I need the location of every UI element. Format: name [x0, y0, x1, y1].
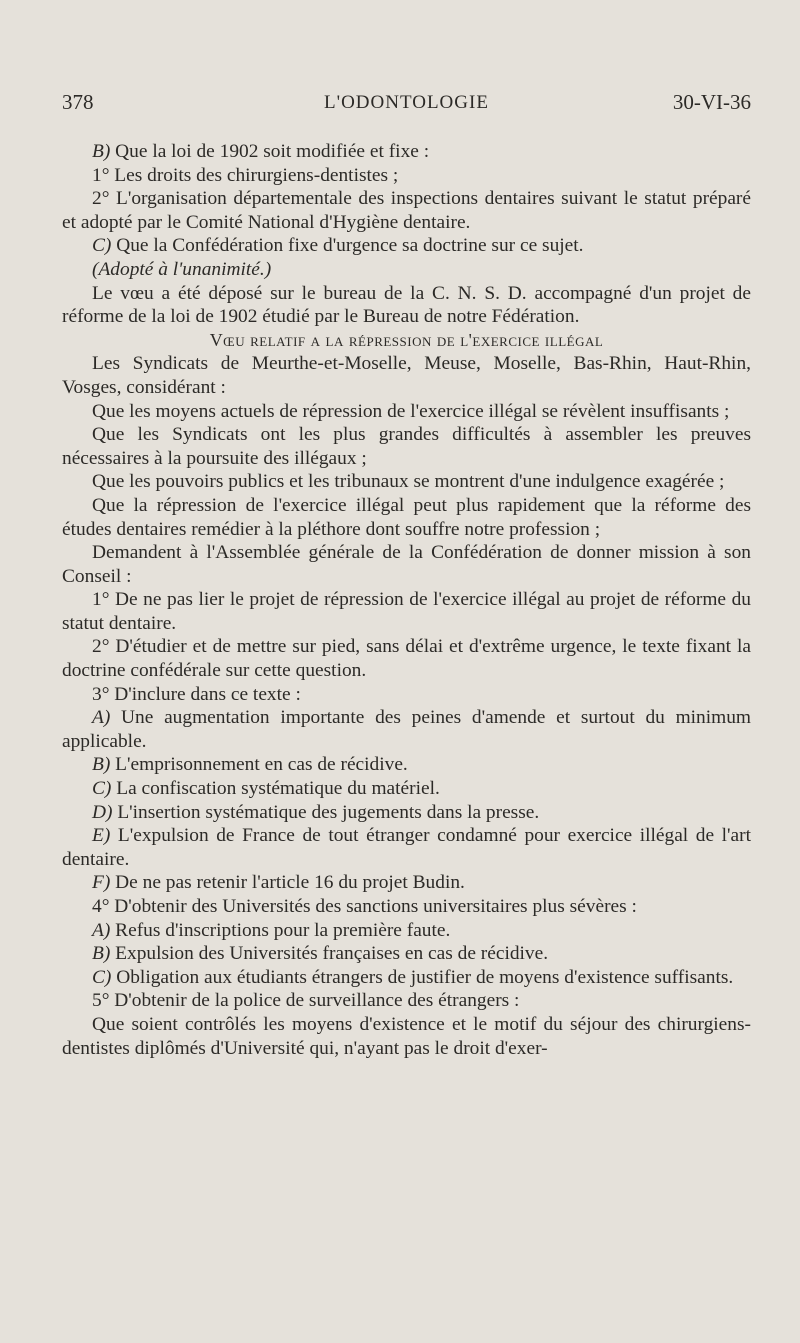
paragraph: Que soient contrôlés les moyens d'existence et le motif du séjour des chirurgiens-dentistes diplômés d'Université qui, n'ayant pas le droit d'exer- [62, 1013, 751, 1059]
running-header [62, 90, 751, 120]
paragraph: C) La confiscation systématique du matériel. [92, 778, 440, 800]
journal-title: L'ODONTOLOGIE [324, 92, 489, 113]
paragraph: A) Refus d'inscriptions pour la première faute. [92, 919, 451, 941]
paragraph: E) L'expulsion de France de tout étranger condamné pour exercice illégal de l'art dentaire. [62, 825, 751, 870]
paragraph: 2° L'organisation départementale des inspections dentaires suivant le statut préparé et adopté par le Comité National d'Hygiène dentaire. [62, 188, 751, 233]
paragraph: A) Une augmentation importante des peines d'amende et surtout du minimum applicable. [62, 707, 751, 752]
paragraph: Que les pouvoirs publics et les tribunaux se montrent d'une indulgence exagérée ; [92, 471, 725, 493]
section-heading: Vœu relatif a la répression de l'exercice illégal [209, 329, 604, 350]
issue-date: 30-VI-36 [672, 90, 751, 114]
paragraph: Que la répression de l'exercice illégal peut plus rapidement que la réforme des études dentaires remédier à la pléthore dont souffre notre profession ; [62, 494, 751, 540]
paragraph: C) Obligation aux étudiants étrangers de justifier de moyens d'existence suffisants. [92, 966, 734, 988]
article-body [62, 140, 751, 1060]
paragraph: Que les Syndicats ont les plus grandes difficultés à assembler les preuves nécessaires à la poursuite des illégaux ; [62, 424, 751, 469]
paragraph: C) Que la Confédération fixe d'urgence sa doctrine sur ce sujet. [92, 235, 584, 257]
paragraph: D) L'insertion systématique des jugements dans la presse. [92, 801, 540, 823]
paragraph: Le vœu a été déposé sur le bureau de la C. N. S. D. accompagné d'un projet de réforme de la loi de 1902 étudié par le Bureau de notre Fédération. [62, 282, 751, 328]
paragraph: B) L'emprisonnement en cas de récidive. [92, 754, 408, 776]
page-number: 378 [62, 90, 94, 114]
paragraph: (Adopté à l'unanimité.) [92, 258, 272, 280]
paragraph: 1° De ne pas lier le projet de répression de l'exercice illégal au projet de réforme du statut dentaire. [62, 589, 751, 634]
paragraph: 5° D'obtenir de la police de surveillance des étrangers : [92, 990, 520, 1012]
paragraph: Demandent à l'Assemblée générale de la Confédération de donner mission à son Conseil : [62, 542, 751, 587]
paragraph: 2° D'étudier et de mettre sur pied, sans délai et d'extrême urgence, le texte fixant la doctrine confédérale sur cette question. [62, 636, 751, 682]
paragraph: B) Que la loi de 1902 soit modifiée et fixe : [92, 141, 430, 162]
paragraph: Les Syndicats de Meurthe-et-Moselle, Meuse, Moselle, Bas-Rhin, Haut-Rhin, Vosges, considérant : [62, 353, 751, 398]
paragraph: 3° D'inclure dans ce texte : [92, 683, 301, 705]
paragraph: F) De ne pas retenir l'article 16 du projet Budin. [92, 872, 465, 894]
paragraph: 4° D'obtenir des Universités des sanctions universitaires plus sévères : [92, 896, 637, 917]
paragraph: Que les moyens actuels de répression de l'exercice illégal se révèlent insuffisants ; [92, 400, 730, 422]
paragraph: 1° Les droits des chirurgiens-dentistes ; [92, 164, 399, 186]
paragraph: B) Expulsion des Universités françaises en cas de récidive. [92, 943, 549, 965]
